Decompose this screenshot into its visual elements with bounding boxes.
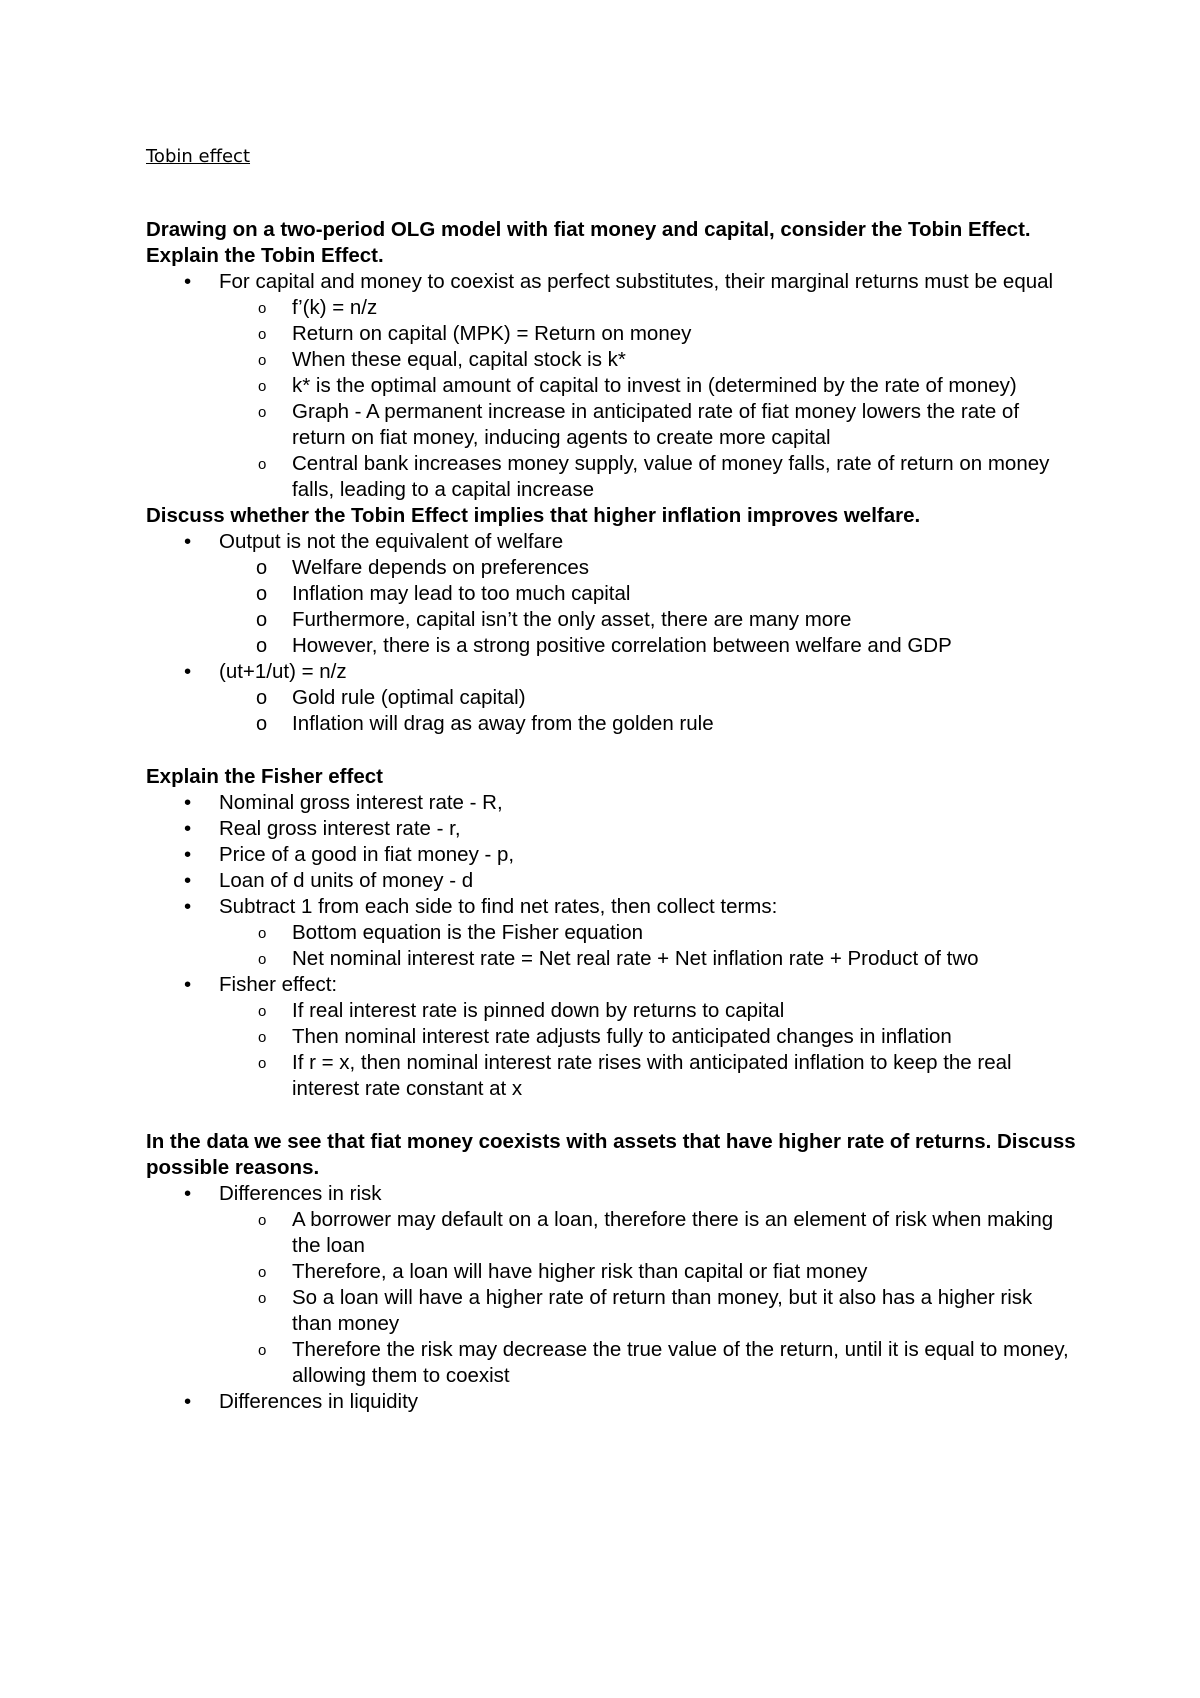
sub-list-item: o Therefore, a loan will have higher risk than capital or fiat money [146,1259,1076,1285]
list-item: • Differences in liquidity [146,1389,1076,1415]
sub-list-item: o Return on capital (MPK) = Return on money [146,321,1076,347]
sub-list-item: o Gold rule (optimal capital) [146,685,1076,711]
sub-list-item: o Graph - A permanent increase in anticipated rate of fiat money lowers the rate of return on fiat money, inducing agents to create more capital [146,399,1076,451]
sub-list-item: o Bottom equation is the Fisher equation [146,920,1076,946]
sub-list-item: o k* is the optimal amount of capital to invest in (determined by the rate of money) [146,373,1076,399]
list-item: • For capital and money to coexist as perfect substitutes, their marginal returns must be equal [146,269,1076,295]
document-body [146,217,1076,1415]
spacer [146,1102,1076,1129]
sub-list-item: o Net nominal interest rate = Net real rate + Net inflation rate + Product of two [146,946,1076,972]
welfare-list [146,529,1076,737]
question-olg-tobin: Drawing on a two-period OLG model with fiat money and capital, consider the Tobin Effect. [146,218,1031,241]
sub-list-item: o Therefore the risk may decrease the true value of the return, until it is equal to money, allowing them to coexist [146,1337,1076,1389]
sub-list-item: o However, there is a strong positive correlation between welfare and GDP [146,633,1076,659]
document-title: Tobin effect [146,146,251,167]
spacer [146,737,1076,764]
list-item: • Price of a good in fiat money - p, [146,842,1076,868]
sub-list-item: o Welfare depends on preferences [146,555,1076,581]
list-item: • Loan of d units of money - d [146,868,1076,894]
sub-list-item: o Inflation will drag as away from the golden rule [146,711,1076,737]
sub-list-item: o Furthermore, capital isn’t the only asset, there are many more [146,607,1076,633]
sub-list-item: o Then nominal interest rate adjusts fully to anticipated changes in inflation [146,1024,1076,1050]
list-item: • Nominal gross interest rate - R, [146,790,1076,816]
tobin-list [146,269,1076,503]
question-explain-tobin: Explain the Tobin Effect. [146,244,384,267]
sub-list-item: o f’(k) = n/z [146,295,1076,321]
list-item: • Real gross interest rate - r, [146,816,1076,842]
sub-list-item: o Central bank increases money supply, value of money falls, rate of return on money falls, leading to a capital increase [146,451,1076,503]
sub-list-item: o When these equal, capital stock is k* [146,347,1076,373]
list-item: • Differences in risk [146,1181,1076,1207]
sub-list-item: o If r = x, then nominal interest rate rises with anticipated inflation to keep the real interest rate constant at x [146,1050,1076,1102]
sub-list-item: o So a loan will have a higher rate of return than money, but it also has a higher risk than money [146,1285,1076,1337]
list-item: • Output is not the equivalent of welfare [146,529,1076,555]
sub-list-item: o Inflation may lead to too much capital [146,581,1076,607]
list-item: • Subtract 1 from each side to find net rates, then collect terms: [146,894,1076,920]
question-fisher-effect: Explain the Fisher effect [146,765,383,788]
coexistence-list [146,1181,1076,1415]
list-item: • Fisher effect: [146,972,1076,998]
question-inflation-welfare: Discuss whether the Tobin Effect implies that higher inflation improves welfare. [146,504,921,527]
question-coexistence: In the data we see that fiat money coexists with assets that have higher rate of returns. Discuss possible reasons. [146,1130,1076,1179]
sub-list-item: o A borrower may default on a loan, therefore there is an element of risk when making the loan [146,1207,1076,1259]
list-item: • (ut+1/ut) = n/z [146,659,1076,685]
fisher-list [146,790,1076,1102]
sub-list-item: o If real interest rate is pinned down by returns to capital [146,998,1076,1024]
